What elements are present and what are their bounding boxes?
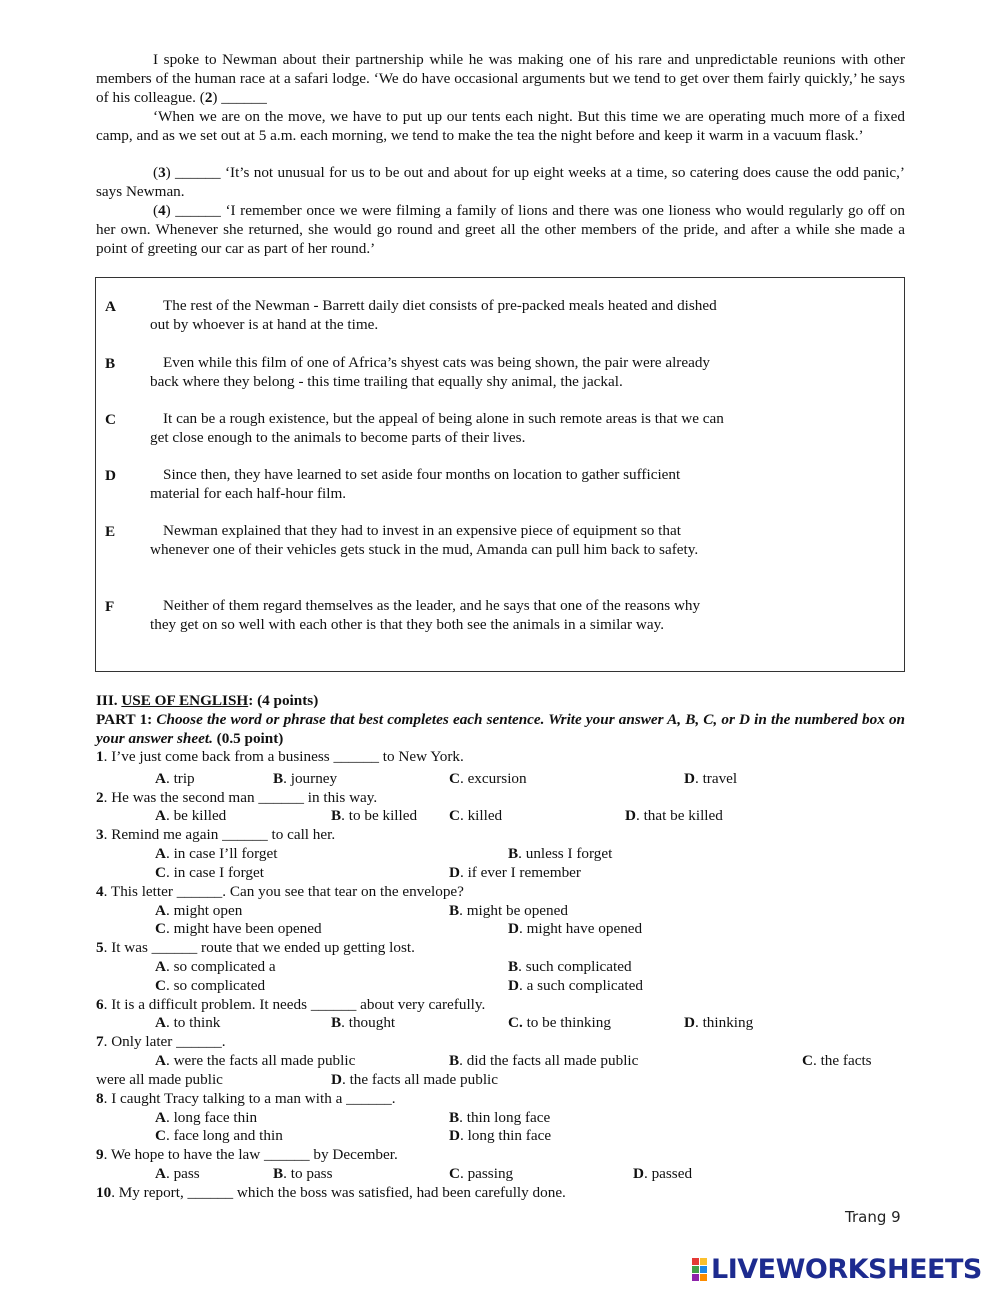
logo-text: LIVEWORKSHEETS <box>711 1253 982 1285</box>
option-letter-e: E <box>105 523 116 540</box>
q9-choice-d: D. passed <box>633 1165 693 1182</box>
q3-choice-a: A. in case I’ll forget <box>155 845 278 862</box>
q8-choice-b: B. thin long face <box>449 1109 551 1126</box>
q2-choice-d: D. that be killed <box>625 807 723 824</box>
q1-choice-a: A. trip <box>155 770 195 787</box>
logo-square <box>692 1258 699 1265</box>
question-6: 6. It is a difficult problem. It needs ______ about very carefully. <box>96 996 486 1013</box>
logo-square <box>700 1266 707 1273</box>
q2-choice-a: A. be killed <box>155 807 227 824</box>
q6-choice-d: D. thinking <box>684 1014 754 1031</box>
logo-square <box>692 1266 699 1273</box>
page-number: Trang 9 <box>845 1208 901 1226</box>
question-1: 1. I’ve just come back from a business ______ to New York. <box>96 748 464 765</box>
q1-choice-b: B. journey <box>273 770 338 787</box>
q3-choice-d: D. if ever I remember <box>449 864 581 881</box>
q5-choice-a: A. so complicated a <box>155 958 276 975</box>
liveworksheets-logo[interactable] <box>692 1253 982 1285</box>
q4-choice-c: C. might have been opened <box>155 920 322 937</box>
q4-choice-b: B. might be opened <box>449 902 568 919</box>
q7-choice-b: B. did the facts all made public <box>449 1052 639 1069</box>
q4-choice-d: D. might have opened <box>508 920 643 937</box>
passage-paragraph-4: (4) ______ ‘I remember once we were filming a family of lions and there was one lioness who would regularly go off on her own. Whenever she returned, she would go round and greet all the other members of the pride, and after a while she made a point of greeting our car as part of her round.’ <box>96 202 905 257</box>
q7-choice-c: C. the facts <box>802 1052 872 1069</box>
part-instruction: PART 1: Choose the word or phrase that best completes each sentence. Write your answer A, B, C, or D in the numbered box on your answer sheet. (0.5 point) <box>96 711 906 747</box>
question-10: 10. My report, ______ which the boss was satisfied, had been carefully done. <box>96 1184 566 1201</box>
q5-choice-c: C. so complicated <box>155 977 266 994</box>
q8-choice-a: A. long face thin <box>155 1109 258 1126</box>
q1-choice-d: D. travel <box>684 770 738 787</box>
q6-choice-b: B. thought <box>331 1014 396 1031</box>
question-9: 9. We hope to have the law ______ by December. <box>96 1146 398 1163</box>
option-text-d: Since then, they have learned to set aside four months on location to gather sufficient material for each half-hour film. <box>150 466 681 502</box>
logo-mark-icon <box>692 1258 707 1281</box>
question-2: 2. He was the second man ______ in this way. <box>96 789 378 806</box>
option-text-a: The rest of the Newman - Barrett daily diet consists of pre-packed meals heated and dished out by whoever is at hand at the time. <box>150 297 717 333</box>
q5-choice-b: B. such complicated <box>508 958 632 975</box>
passage-paragraph-3: (3) ______ ‘It’s not unusual for us to be out and about for up eight weeks at a time, so catering does cause the odd panic,’ says Newman. <box>96 164 905 200</box>
q2-choice-b: B. to be killed <box>331 807 418 824</box>
passage-paragraph-1: I spoke to Newman about their partnership while he was making one of his rare and unpredictable reunions with other members of the human race at a safari lodge. ‘We do have occasional arguments but we tend to get over them fairly quickly,’ he says of his colleague. (2) ______ <box>96 51 905 106</box>
q3-choice-b: B. unless I forget <box>508 845 613 862</box>
logo-square <box>700 1258 707 1265</box>
logo-square <box>700 1274 707 1281</box>
q7-choice-c-continuation: were all made public <box>96 1071 223 1088</box>
q8-choice-d: D. long thin face <box>449 1127 552 1144</box>
option-letter-d: D <box>105 467 116 484</box>
option-text-e: Newman explained that they had to invest in an expensive piece of equipment so that whenever one of their vehicles gets stuck in the mud, Amanda can pull him back to safety. <box>150 522 699 558</box>
q5-choice-d: D. a such complicated <box>508 977 643 994</box>
q7-choice-d: D. the facts all made public <box>331 1071 499 1088</box>
q4-choice-a: A. might open <box>155 902 243 919</box>
q9-choice-b: B. to pass <box>273 1165 333 1182</box>
option-letter-c: C <box>105 411 116 428</box>
option-letter-f: F <box>105 598 115 615</box>
question-4: 4. This letter ______. Can you see that tear on the envelope? <box>96 883 464 900</box>
option-text-c: It can be a rough existence, but the appeal of being alone in such remote areas is that we can get close enough to the animals to become parts of their lives. <box>150 410 724 446</box>
question-7: 7. Only later ______. <box>96 1033 226 1050</box>
option-text-b: Even while this film of one of Africa’s shyest cats was being shown, the pair were already back where they belong - this time trailing that equally shy animal, the jackal. <box>150 354 711 390</box>
option-letter-a: A <box>105 298 116 315</box>
section-heading: III. USE OF ENGLISH: (4 points) <box>96 692 319 709</box>
q8-choice-c: C. face long and thin <box>155 1127 283 1144</box>
question-3: 3. Remind me again ______ to call her. <box>96 826 336 843</box>
q1-choice-c: C. excursion <box>449 770 527 787</box>
question-5: 5. It was ______ route that we ended up getting lost. <box>96 939 415 956</box>
q9-choice-a: A. pass <box>155 1165 200 1182</box>
q6-choice-c: C. to be thinking <box>508 1014 611 1031</box>
q3-choice-c: C. in case I forget <box>155 864 264 881</box>
option-letter-b: B <box>105 355 116 372</box>
q7-choice-a: A. were the facts all made public <box>155 1052 356 1069</box>
q6-choice-a: A. to think <box>155 1014 221 1031</box>
logo-square <box>692 1274 699 1281</box>
passage-paragraph-2: ‘When we are on the move, we have to put up our tents each night. But this time we are operating much more of a fixed camp, and as we set out at 5 a.m. each morning, we tend to make the tea the night before and keep it warm in a vacuum flask.’ <box>96 108 905 144</box>
options-box <box>95 277 905 672</box>
q2-choice-c: C. killed <box>449 807 503 824</box>
q9-choice-c: C. passing <box>449 1165 514 1182</box>
question-8: 8. I caught Tracy talking to a man with a ______. <box>96 1090 396 1107</box>
option-text-f: Neither of them regard themselves as the leader, and he says that one of the reasons why they get on so well with each other is that they both see the animals in a similar way. <box>150 597 701 633</box>
